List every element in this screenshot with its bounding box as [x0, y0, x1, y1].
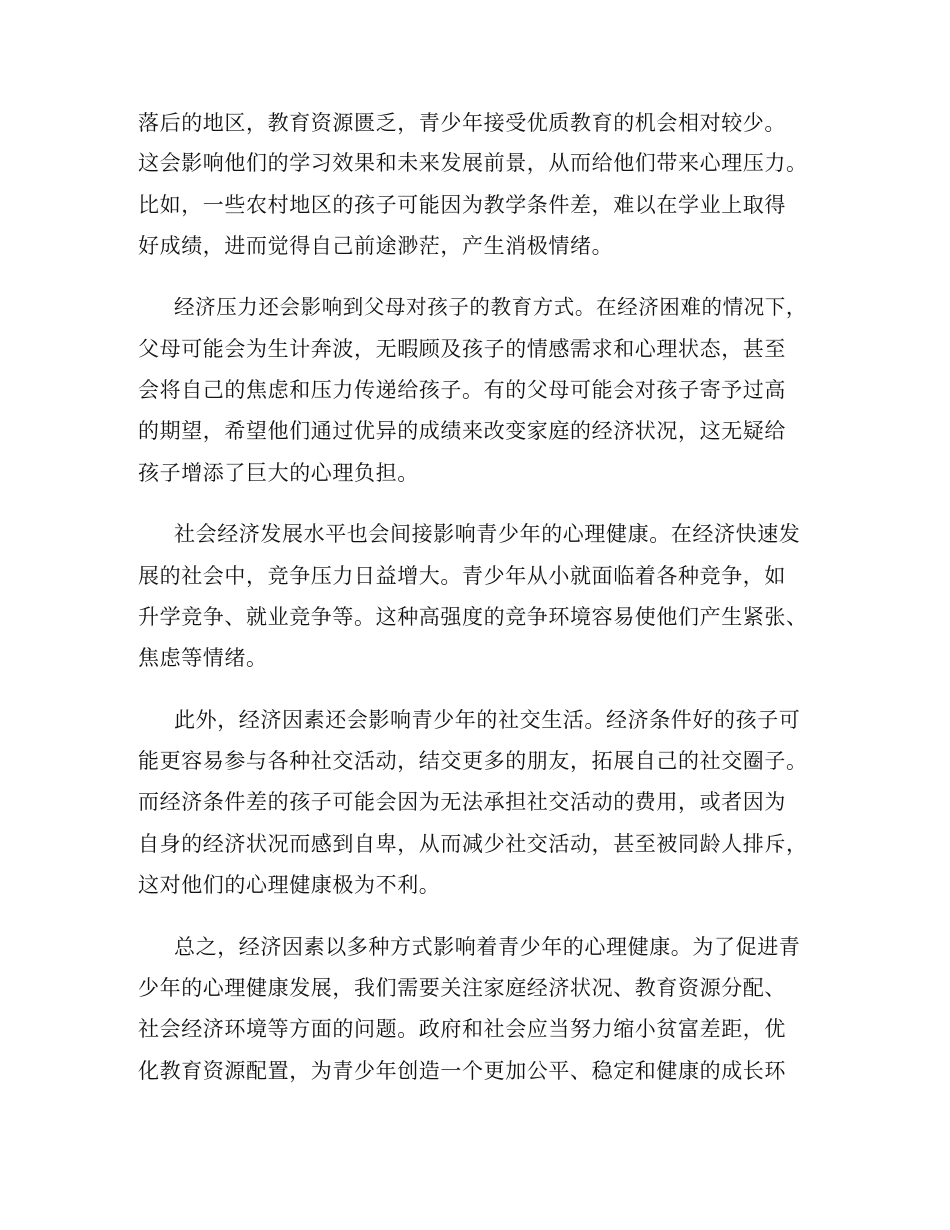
- text-line: 的期望，希望他们通过优异的成绩来改变家庭的经济状况，这无疑给: [138, 419, 786, 443]
- text-line: 化教育资源配置，为青少年创造一个更加公平、稳定和健康的成长环: [138, 1059, 786, 1083]
- text-line: 好成绩，进而觉得自己前途渺茫，产生消极情绪。: [138, 234, 614, 258]
- text-line: 自身的经济状况而感到自卑，从而减少社交活动，甚至被同龄人排斥，: [138, 832, 808, 856]
- text-line: 父母可能会为生计奔波，无暇顾及孩子的情感需求和心理状态，甚至: [138, 337, 786, 361]
- text-line: 少年的心理健康发展，我们需要关注家庭经济状况、教育资源分配、: [138, 976, 786, 1000]
- text-line: 能更容易参与各种社交活动，结交更多的朋友，拓展自己的社交圈子。: [138, 749, 808, 773]
- text-line: 比如，一些农村地区的孩子可能因为教学条件差，难以在学业上取得: [138, 193, 786, 217]
- text-line: 升学竞争、就业竞争等。这种高强度的竞争环境容易使他们产生紧张、: [138, 605, 808, 629]
- text-line: 而经济条件差的孩子可能会因为无法承担社交活动的费用，或者因为: [138, 790, 786, 814]
- text-line: 这对他们的心理健康极为不利。: [138, 873, 441, 897]
- text-line: 焦虑等情绪。: [138, 646, 268, 670]
- text-line: 这会影响他们的学习效果和未来发展前景，从而给他们带来心理压力。: [138, 151, 808, 175]
- text-line: 会将自己的焦虑和压力传递给孩子。有的父母可能会对孩子寄予过高: [138, 378, 786, 402]
- text-line: 经济压力还会影响到父母对孩子的教育方式。在经济困难的情况下，: [174, 295, 807, 319]
- text-line: 此外，经济因素还会影响青少年的社交生活。经济条件好的孩子可: [174, 708, 801, 732]
- text-line: 总之，经济因素以多种方式影响着青少年的心理健康。为了促进青: [174, 935, 801, 959]
- text-line: 孩子增添了巨大的心理负担。: [138, 461, 419, 485]
- text-line: 社会经济发展水平也会间接影响青少年的心理健康。在经济快速发: [174, 522, 801, 546]
- text-line: 社会经济环境等方面的问题。政府和社会应当努力缩小贫富差距，优: [138, 1017, 786, 1041]
- text-line: 落后的地区，教育资源匮乏，青少年接受优质教育的机会相对较少。: [138, 111, 786, 135]
- text-line: 展的社会中，竞争压力日益增大。青少年从小就面临着各种竞争，如: [138, 564, 786, 588]
